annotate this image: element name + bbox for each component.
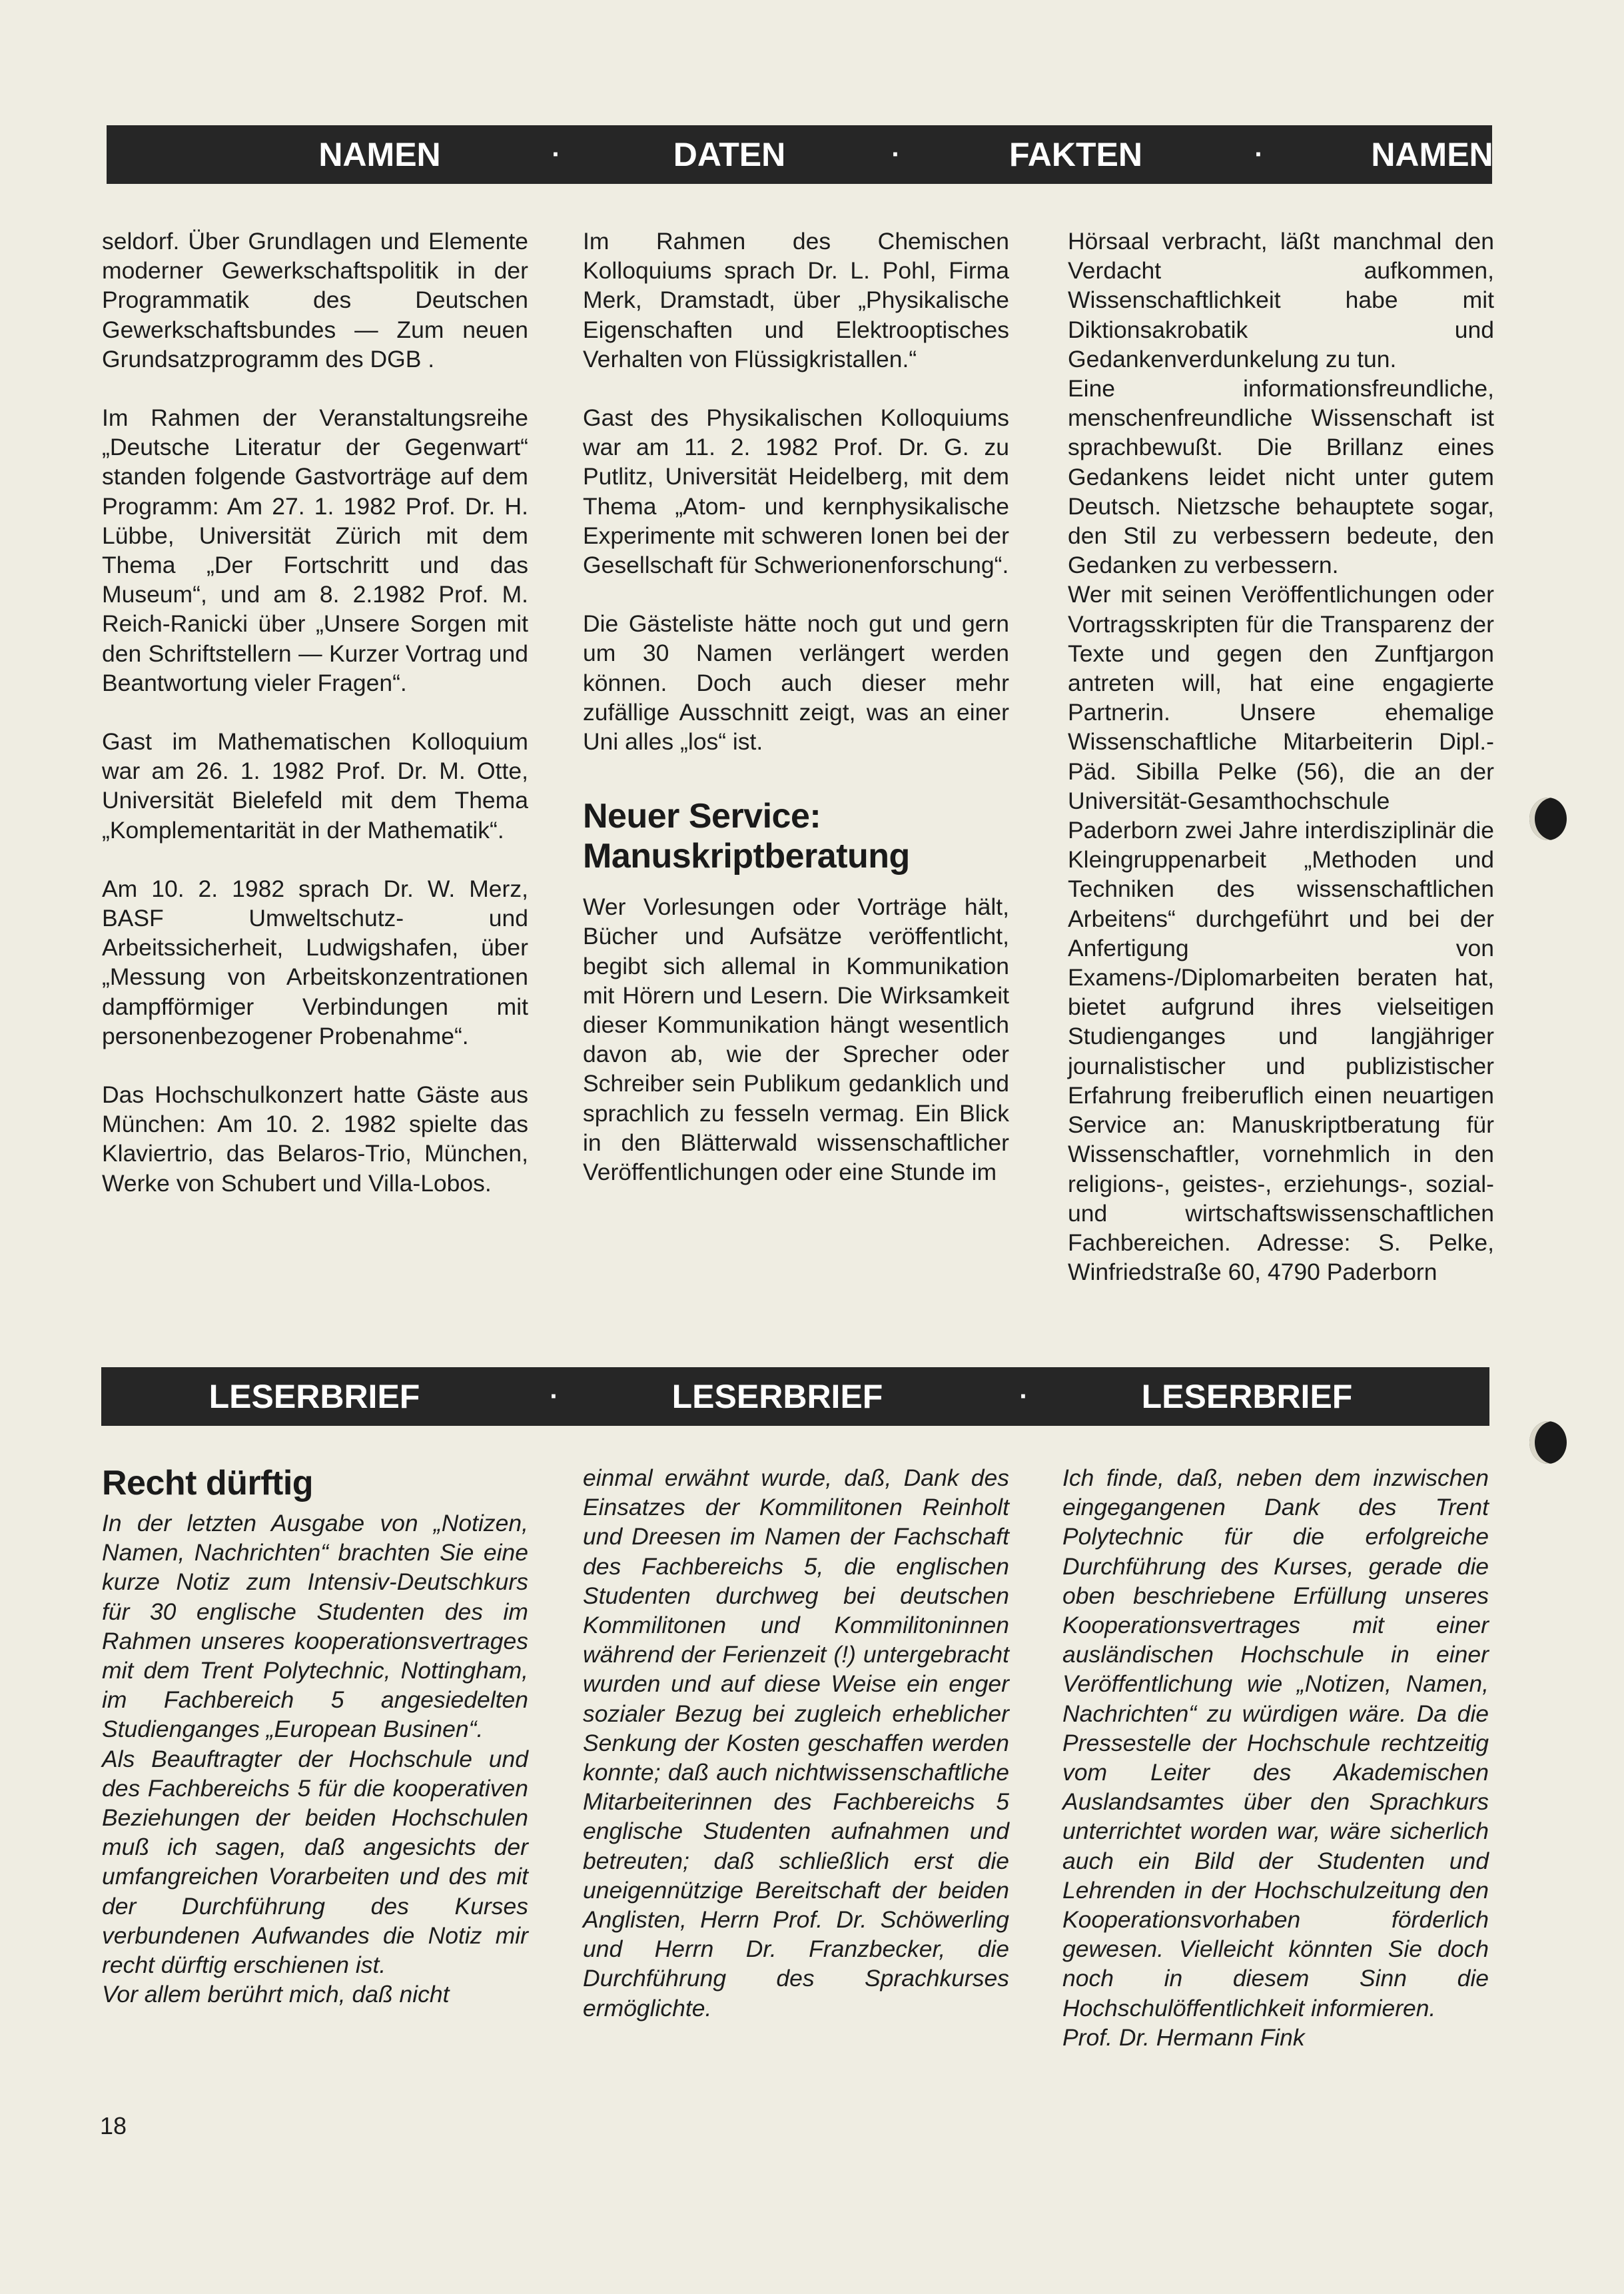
banner-word-namen-2: NAMEN	[1371, 136, 1493, 173]
article-column-3	[1068, 227, 1494, 1287]
article-column-2	[583, 227, 1009, 1187]
paragraph: seldorf. Über Grundlagen und Elemente moderner Gewerkschaftspolitik in der Programmatik des Deutschen Gewerkschaftsbundes — Zum neuen Grundsatzprogramm des DGB .	[102, 228, 528, 372]
banner-word-leserbrief: LESERBRIEF	[208, 1378, 420, 1415]
paragraph: Eine informationsfreundliche, menschenfreundliche Wissenschaft ist sprachbewußt. Die Brillanz eines Gedankens leidet nicht unter gutem Deutsch. Nietzsche behauptete sogar, den Stil zu verbessern bedeute, den Gedanken zu verbessern.	[1068, 375, 1494, 579]
section-heading-manuskriptberatung: Neuer Service: Manuskriptberatung	[583, 797, 910, 876]
punch-hole-icon	[1529, 1421, 1567, 1464]
banner-word-namen: NAMEN	[318, 136, 441, 173]
paragraph: Gast des Physikalischen Kolloquiums war am 11. 2. 1982 Prof. Dr. G. zu Putlitz, Universität Heidelberg, mit dem Thema „Atom- und kernphysikalische Experimente mit schweren Ionen bei der Gesellschaft für Schwerionenforschung“.	[583, 404, 1009, 579]
banner-separator: ·	[552, 140, 561, 169]
page-number: 18	[100, 2112, 127, 2139]
banner-separator: ·	[550, 1382, 559, 1411]
section-banner-namen-daten-fakten	[107, 125, 1492, 184]
banner-word-leserbrief-3: LESERBRIEF	[1141, 1378, 1353, 1415]
letter-heading: Recht dürftig	[102, 1464, 314, 1502]
paragraph: Hörsaal verbracht, läßt manchmal den Verdacht aufkommen, Wissenschaftlichkeit habe mit Diktionsakrobatik und Gedankenverdunkelung zu tun.	[1068, 228, 1494, 372]
paragraph: Im Rahmen des Chemischen Kolloquiums sprach Dr. L. Pohl, Firma Merk, Dramstadt, über „Physikalische Eigenschaften und Elektrooptisches Verhalten von Flüssigkristallen.“	[583, 228, 1009, 372]
paragraph: Gast im Mathematischen Kolloquium war am 26. 1. 1982 Prof. Dr. M. Otte, Universität Bielefeld mit dem Thema „Komplementarität in der Mathematik“.	[102, 728, 528, 844]
paragraph: Am 10. 2. 1982 sprach Dr. W. Merz, BASF Umweltschutz- und Arbeitssicherheit, Ludwigshafen, über „Messung von Arbeitskonzentrationen dampfförmiger Verbindungen mit personenbezogener Probenahme“.	[102, 875, 528, 1049]
banner-separator: ·	[891, 140, 901, 169]
paragraph: Wer mit seinen Veröffentlichungen oder Vortragsskripten für die Transparenz der Texte und gegen den Zunftjargon antreten will, hat eine engagierte Partnerin. Unsere ehemalige Wissenschaftliche Mitarbeiterin Dipl.-Päd. Sibilla Pelke (56), die an der Universität-Gesamthochschule Paderborn zwei Jahre interdisziplinär die Kleingruppenarbeit „Methoden und Techniken des wissenschaftlichen Arbeitens“ durchgeführt und bei der Anfertigung von Examens-/Diplomarbeiten beraten hat, bietet aufgrund ihres vielseitigen Studienganges und langjähriger journalistischer und publizistischer Erfahrung freiberuflich einen neuartigen Service an: Manuskriptberatung für Wissenschaftler, vornehmlich in den religions-, geistes-, erziehungs-, sozial- und wirtschaftswissenschaftlichen Fachbereichen. Adresse: S. Pelke, Winfriedstraße 60, 4790 Paderborn	[1068, 581, 1494, 1286]
paragraph: Das Hochschulkonzert hatte Gäste aus München: Am 10. 2. 1982 spielte das Klaviertrio, das Belaros-Trio, München, Werke von Schubert und Villa-Lobos.	[102, 1081, 528, 1197]
section-banner-leserbrief	[101, 1367, 1489, 1426]
paragraph: Ich finde, daß, neben dem inzwischen eingegangenen Dank des Trent Polytechnic für die erfolgreiche Durchführung des Kurses, gerade die oben beschriebene Erfüllung unseres Kooperationsvertrages mit einer ausländischen Hochschule in einer Veröffentlichung wie „Notizen, Namen, Nachrichten“ zu würdigen wäre. Da die Pressestelle der Hochschule rechtzeitig vom Leiter des Akademischen Auslandsamtes über den Sprachkurs unterrichtet worden war, wäre sicherlich auch ein Bild der Studenten und Lehrenden in der Hochschulzeitung den Kooperationsvorhaben förderlich gewesen. Vielleicht könnten Sie doch noch in diesem Sinn die Hochschulöffentlichkeit informieren.	[1062, 1464, 1489, 2021]
letter-column-2	[583, 1463, 1009, 2023]
banner-separator: ·	[1254, 140, 1264, 169]
letter-signature: Prof. Dr. Hermann Fink	[1062, 2023, 1305, 2051]
letter-column-3	[1062, 1463, 1489, 2052]
punch-hole-icon	[1529, 798, 1567, 840]
paragraph: Vor allem berührt mich, daß nicht	[102, 1981, 450, 2008]
banner-separator: ·	[1019, 1382, 1028, 1411]
paragraph: einmal erwähnt wurde, daß, Dank des Einsatzes der Kommilitonen Reinholt und Dreesen im Namen der Fachschaft des Fachbereichs 5, die englischen Studenten durchweg bei deutschen Kommilitonen und Kommilitoninnen während der Ferienzeit (!) untergebracht wurden und auf diese Weise ein enger sozialer Bezug bei zugleich erheblicher Senkung der Kosten geschaffen werden konnte; daß auch nichtwissenschaftliche Mitarbeiterinnen des Fachbereichs 5 englische Studenten aufnahmen und betreuten; daß schließlich erst die uneigennützige Bereitschaft der beiden Anglisten, Herrn Prof. Dr. Schöwerling und Herrn Dr. Franzbecker, die Durchführung des Sprachkurses ermöglichte.	[583, 1464, 1009, 2021]
article-column-1	[102, 227, 528, 1198]
banner-word-daten: DATEN	[673, 136, 786, 173]
paragraph: Als Beauftragter der Hochschule und des Fachbereichs 5 für die kooperativen Beziehungen der beiden Hochschulen muß ich sagen, daß angesichts der umfangreichen Vorarbeiten und des mit der Durchführung des Kurses verbundenen Aufwandes die Notiz mir recht dürftig erschienen ist.	[102, 1745, 528, 1979]
paragraph: Wer Vorlesungen oder Vorträge hält, Bücher und Aufsätze veröffentlicht, begibt sich allemal in Kommunikation mit Hörern und Lesern. Die Wirksamkeit dieser Kommunikation hängt wesentlich davon ab, wie der Sprecher oder Schreiber sein Publikum gedanklich und sprachlich zu fesseln vermag. Ein Blick in den Blätterwald wissenschaftlicher Veröffentlichungen oder eine Stunde im	[583, 893, 1009, 1186]
paragraph: In der letzten Ausgabe von „Notizen, Namen, Nachrichten“ brachten Sie eine kurze Notiz zum Intensiv-Deutschkurs für 30 englische Studenten des im Rahmen unseres kooperationsvertrages mit dem Trent Polytechnic, Nottingham, im Fachbereich 5 angesiedelten Studienganges „European Businen“.	[102, 1510, 528, 1743]
paragraph: Im Rahmen der Veranstaltungsreihe „Deutsche Literatur der Gegenwart“ standen folgende Gastvorträge auf dem Programm: Am 27. 1. 1982 Prof. Dr. H. Lübbe, Universität Zürich mit dem Thema „Der Fortschritt und das Museum“, und am 8. 2.1982 Prof. M. Reich-Ranicki über „Unsere Sorgen mit den Schriftstellern — Kurzer Vortrag und Beantwortung vieler Fragen“.	[102, 404, 528, 696]
paragraph: Die Gästeliste hätte noch gut und gern um 30 Namen verlängert werden können. Doch auch dieser mehr zufällige Ausschnitt zeigt, was an einer Uni alles „los“ ist.	[583, 610, 1009, 756]
banner-word-fakten: FAKTEN	[1009, 136, 1142, 173]
letter-column-1	[102, 1463, 528, 2009]
banner-word-leserbrief-2: LESERBRIEF	[671, 1378, 883, 1415]
